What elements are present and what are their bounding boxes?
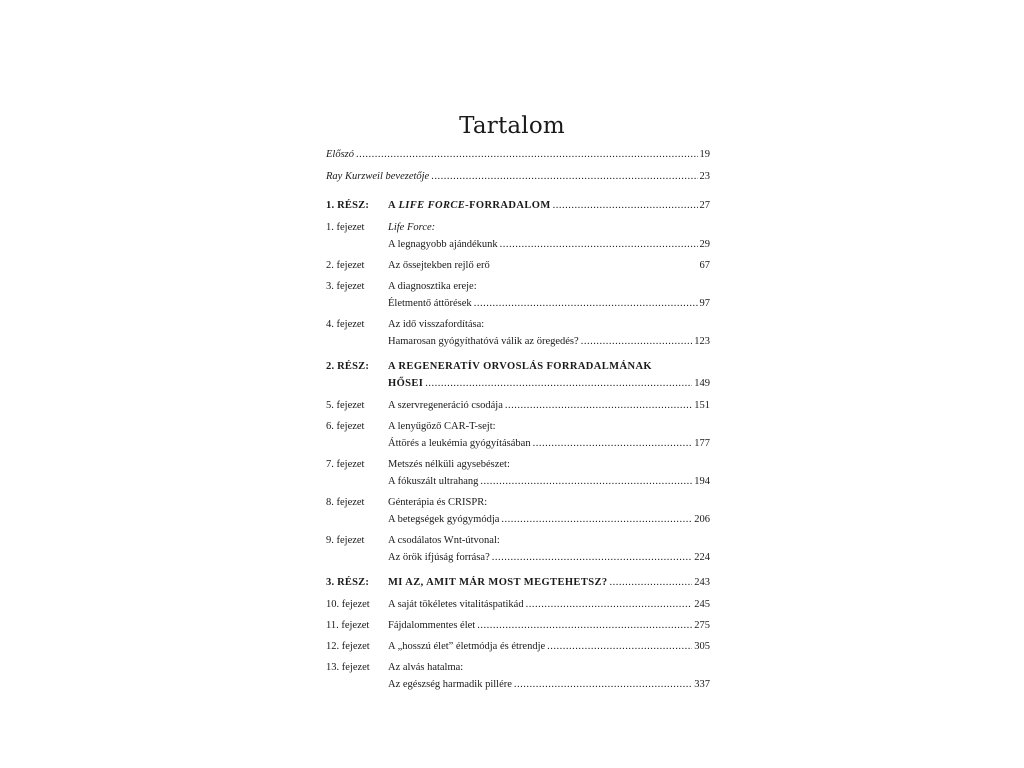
page-number: 177 — [694, 438, 710, 449]
chapter-label: 5. fejezet — [326, 400, 365, 411]
chapter-title-line1: A „hosszú élet” életmódja és étrendje — [388, 641, 546, 652]
page-title: Tartalom — [459, 113, 565, 140]
toc-chapter-4[interactable] — [326, 316, 710, 350]
chapter-title-line2: Az egészség harmadik pillére — [388, 679, 512, 690]
toc-chapter-11[interactable] — [326, 617, 710, 634]
toc-chapter-6[interactable] — [326, 418, 710, 452]
toc-chapter-7[interactable] — [326, 456, 710, 490]
chapter-title-line2: Áttörés a leukémia gyógyításában — [388, 438, 531, 449]
chapter-title-line1: A saját tökéletes vitalitáspatikád — [388, 599, 524, 610]
dot-leader — [514, 676, 692, 693]
chapter-title-line1: Génterápia és CRISPR: — [388, 497, 488, 508]
dot-leader — [474, 295, 698, 312]
chapter-label: 12. fejezet — [326, 641, 370, 652]
dot-leader — [526, 596, 693, 613]
part-title-line1: A REGENERATÍV ORVOSLÁS FORRADALMÁNAK — [388, 361, 653, 372]
chapter-label: 6. fejezet — [326, 421, 365, 432]
chapter-title-line1: A lenyűgöző CAR-T-sejt: — [388, 421, 496, 432]
chapter-title-line1: Az őssejtekben rejlő erő — [388, 260, 490, 271]
chapter-title-line2: Életmentő áttörések — [388, 298, 472, 309]
dot-leader — [581, 333, 693, 350]
page-number: 243 — [694, 577, 710, 588]
page-number: 206 — [694, 514, 710, 525]
part-title: A LIFE FORCE-FORRADALOM — [388, 200, 551, 211]
chapter-title-line2: A betegségek gyógymódja — [388, 514, 500, 525]
page-number: 149 — [694, 378, 710, 389]
toc-chapter-8[interactable] — [326, 494, 710, 528]
toc-part-2[interactable] — [326, 358, 710, 392]
chapter-title-line1: A csodálatos Wnt-útvonal: — [388, 535, 500, 546]
chapter-label: 4. fejezet — [326, 319, 365, 330]
table-of-contents — [326, 146, 710, 697]
dot-leader — [500, 236, 698, 253]
page-number: 23 — [699, 171, 710, 182]
part-title: MI AZ, AMIT MÁR MOST MEGTEHETSZ? — [388, 577, 608, 588]
dot-leader — [431, 168, 697, 185]
toc-part-3[interactable] — [326, 574, 710, 591]
toc-entry-introduction[interactable] — [326, 168, 710, 185]
chapter-title-line1: Metszés nélküli agysebészet: — [388, 459, 510, 470]
chapter-title-line1: A szervregeneráció csodája — [388, 400, 503, 411]
toc-chapter-2[interactable] — [326, 257, 710, 274]
dot-leader — [425, 375, 692, 392]
page-number: 275 — [694, 620, 710, 631]
chapter-label: 2. fejezet — [326, 260, 365, 271]
page-number: 224 — [694, 552, 710, 563]
toc-chapter-1[interactable] — [326, 219, 710, 253]
chapter-title-line1: A diagnosztika ereje: — [388, 281, 477, 292]
page-number: 97 — [699, 298, 710, 309]
toc-chapter-12[interactable] — [326, 638, 710, 655]
dot-leader — [492, 549, 693, 566]
page-number: 123 — [694, 336, 710, 347]
chapter-label: 11. fejezet — [326, 620, 370, 631]
part-label: 3. RÉSZ: — [326, 577, 370, 588]
chapter-title-line1: Life Force: — [388, 222, 436, 233]
page-number: 305 — [694, 641, 710, 652]
page-number: 337 — [694, 679, 710, 690]
toc-entry-foreword[interactable] — [326, 146, 710, 163]
dot-leader — [477, 617, 692, 634]
dot-leader — [501, 511, 692, 528]
toc-part-1[interactable] — [326, 197, 710, 214]
chapter-label: 8. fejezet — [326, 497, 365, 508]
dot-leader — [480, 473, 692, 490]
part-title-line2: HŐSEI — [388, 378, 424, 389]
page-number: 151 — [694, 400, 710, 411]
page-number: 27 — [699, 200, 710, 211]
chapter-title-line2: Az örök ifjúság forrása? — [388, 552, 490, 563]
dot-leader — [533, 435, 693, 452]
dot-leader — [553, 197, 698, 214]
part-label: 2. RÉSZ: — [326, 361, 370, 372]
part-label: 1. RÉSZ: — [326, 200, 370, 211]
chapter-label: 9. fejezet — [326, 535, 365, 546]
chapter-label: 3. fejezet — [326, 281, 365, 292]
chapter-title-line1: Fájdalommentes élet — [388, 620, 476, 631]
chapter-label: 1. fejezet — [326, 222, 365, 233]
chapter-title-line2: A legnagyobb ajándékunk — [388, 239, 498, 250]
chapter-title-line1: Az alvás hatalma: — [388, 662, 464, 673]
entry-title: Előszó — [326, 149, 355, 160]
page-number: 245 — [694, 599, 710, 610]
toc-chapter-5[interactable] — [326, 397, 710, 414]
page-number: 194 — [694, 476, 710, 487]
dot-leader — [547, 638, 692, 655]
chapter-title-line2: A fókuszált ultrahang — [388, 476, 479, 487]
page-number: 19 — [699, 149, 710, 160]
entry-title: Ray Kurzweil bevezetője — [326, 171, 430, 182]
toc-chapter-9[interactable] — [326, 532, 710, 566]
dot-leader — [356, 146, 697, 163]
chapter-title-line1: Az idő visszafordítása: — [388, 319, 485, 330]
toc-chapter-13[interactable] — [326, 659, 710, 693]
chapter-title-line2: Hamarosan gyógyíthatóvá válik az öregedés? — [388, 336, 579, 347]
chapter-label: 13. fejezet — [326, 662, 370, 673]
toc-chapter-10[interactable] — [326, 596, 710, 613]
page-number: 67 — [699, 260, 710, 271]
dot-leader — [505, 397, 692, 414]
dot-leader — [610, 574, 693, 591]
chapter-label: 7. fejezet — [326, 459, 365, 470]
page-number: 29 — [699, 239, 710, 250]
chapter-label: 10. fejezet — [326, 599, 370, 610]
toc-chapter-3[interactable] — [326, 278, 710, 312]
